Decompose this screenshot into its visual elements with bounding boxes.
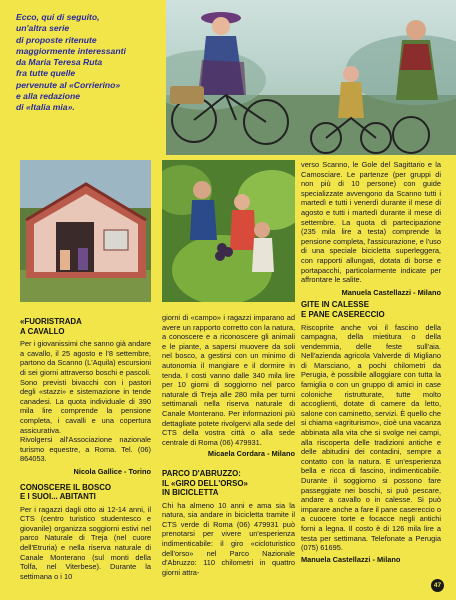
- paragraph-fuoristrada: Per i giovanissimi che sanno già andare a cavallo, il 25 agosto e l'8 settembre, partono da Scanno (L'Aquila) escursioni di sei giorni attraverso boschi e pascoli. Sono previsti bivacchi con i pastori degli «stazzi» e sistemazione in tende canadesi. La quota individuale di 390 mila lire comprende la pensione completa, i cavalli e una copertura assicurativa.: [20, 339, 151, 435]
- column-2: [162, 313, 295, 577]
- heading-parco-abruzzo: PARCO D'ABRUZZO: IL «GIRO DELL'ORSO» IN BICICLETTA: [162, 468, 248, 498]
- paragraph-campo: giorni di «campo» i ragazzi imparano ad avere un rapporto corretto con la natura, a conoscere e a riconoscere gli animali e le piante, a sapersi muovere da soli nel bosco, a gestirsi con un minimo di autonomia il mangiare e il dormire in tenda. I costi vanno dalle 340 mila lire per 10 giorni di soggiorno nel parco naturale di Treja alle 280 mila per turni settimanali nella riserva naturale di Canale Monterano. Per informazioni più dettagliate potete rivolgervi alla sede del CTS della vostra città o alla sede centrale di Roma (06) 479931.: [162, 313, 295, 447]
- paragraph-scanno: verso Scanno, le Gole del Sagittario e la Camosciare. Le partenze (per gruppi di non più di 10 persone) con guide specializzate avvengono da Scanno tutti i martedì e tutti i venerdì durante il mese di agosto e tutti i martedì durante il mese di settembre. La quota di partecipazione (235 mila lire a testa) comprende la pensione completa, l'assicurazione, e l'uso di una speciale bicicletta superleggera, con rapporti allungati, dotata di borse e portapacchi, particolarmente indicate per affrontare le salite.: [301, 160, 441, 285]
- heading-conoscere-bosco: CONOSCERE IL BOSCO E I SUOI... ABITANTI: [20, 482, 112, 502]
- paragraph-agriturismo: Riscoprite anche voi il fascino della campagna, della mietitura o della vendemmia, delle feste sull'aia. Nell'azienda agricola Valverde di Migliano di Marsciano, a pochi chilometri da Perugia, è possibile alloggiare con tutta la famiglia o con un gruppo di amici in case coloniche ristrutturate, tutte molto accoglienti, dotate di camere da letto, salone con caminetto, servizi. È quello che si chiama «agriturismo», cioè una vacanza abbinata alla vita che si svolge nei campi, alla riscoperta delle tradizioni antiche e delle abitudini dei contadini, sempre a contatto con la natura. E un'esperienza bella e ricca di fascino, indimenticabile. Durante il soggiorno si possono fare passeggiate nei boschi, si può pescare, andare a cavallo o in calesse. Si può imparare anche a fare il pane casereccio o a cuocere torte e focacce negli antichi forni a legna. Il costo è di 126 mila lire a testa per settimana. Telefonate a Perugia (075) 61695.: [301, 322, 441, 553]
- signature-luigi-tavano: Manuela Castellazzi - Milano: [341, 287, 441, 297]
- signature-manuela-castellazzi: Manuela Castellazzi - Milano: [301, 554, 401, 564]
- page-number: 47: [431, 579, 444, 592]
- column-3: [301, 160, 441, 564]
- signature-nicola-gallice: Nicola Gallice - Torino: [73, 466, 151, 476]
- column-1: [20, 317, 151, 581]
- paragraph-contact-equestre: Rivolgersi all'Associazione nazionale turismo equestre, a Roma. Tel. (06) 864053.: [20, 435, 151, 464]
- photo-camping-tent: [20, 160, 151, 302]
- intro-blurb: Ecco, qui di seguito, un'altra serie di proposte ritenute maggiormente interessanti da Maria Teresa Ruta fra tutte quelle pervenute al «Corrierino» e alla redazione di «Italia mia».: [16, 12, 126, 113]
- photo-children-vineyard: [162, 160, 295, 302]
- signature-micaela-cordara: Micaela Cordara - Milano: [207, 449, 295, 459]
- heading-fuoristrada: «FUORISTRADA A CAVALLO: [20, 317, 82, 336]
- photo-family-cycling: [166, 0, 456, 155]
- heading-gite-calesse: GITE IN CALESSE E PANE CASERECCIO: [301, 300, 385, 319]
- paragraph-giro-orso: Chi ha almeno 10 anni e ama sia la natura, sia andare in bicicletta tramite il CTS verde di Roma (06) 479931 può prenotarsi per vivere un'esperienza indimenticabile: il giro «cicloturistico dell'orso» nel Parco Nazionale d'Abruzzo: 110 chilometri in quattro giorni attra-: [162, 500, 295, 577]
- paragraph-conoscere-bosco: Per i ragazzi dagli otto ai 12-14 anni, il CTS (centro turistico studentesco e giovanile) organizza soggiorni estivi nel parco Naturale di Treja (nel cuore dell'Etruria) e nella riserva naturale di Canale Monterano (sul monti della Tolfa, nel Viterbese). Durante la settimana o i 10: [20, 504, 151, 581]
